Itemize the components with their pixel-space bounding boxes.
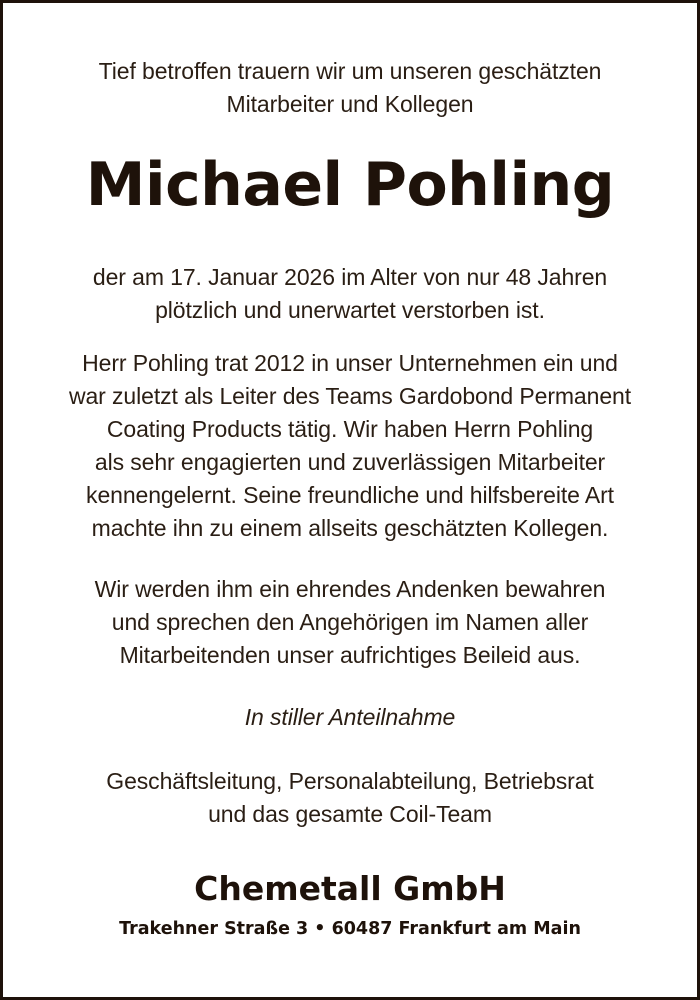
deceased-name: Michael Pohling (85, 150, 615, 220)
biography-line: kennengelernt. Seine freundliche und hilfsbereite Art (86, 482, 614, 508)
senders-line: und das gesamte Coil-Team (208, 801, 492, 827)
senders (3, 765, 697, 831)
remembrance-text (3, 573, 697, 672)
remembrance-line: Mitarbeitenden unser aufrichtiges Beileid aus. (119, 642, 581, 668)
death-info-line: plötzlich und unerwartet verstorben ist. (155, 297, 545, 323)
senders-line: Geschäftsleitung, Personalabteilung, Betriebsrat (106, 768, 594, 794)
intro-line: Mitarbeiter und Kollegen (226, 91, 474, 117)
biography (3, 347, 697, 545)
company-name: Chemetall GmbH (194, 869, 506, 908)
remembrance-line: und sprechen den Angehörigen im Namen aller (111, 609, 589, 635)
death-info-line: der am 17. Januar 2026 im Alter von nur 48 Jahren (92, 264, 608, 290)
biography-line: als sehr engagierten und zuverlässigen Mitarbeiter (94, 449, 606, 475)
biography-line: Herr Pohling trat 2012 in unser Unternehmen ein und (82, 350, 618, 376)
intro-line: Tief betroffen trauern wir um unseren geschätzten (98, 58, 602, 84)
biography-line: Coating Products tätig. Wir haben Herrn Pohling (106, 416, 594, 442)
intro-text (3, 55, 697, 121)
biography-line: war zuletzt als Leiter des Teams Gardobond Permanent (68, 383, 631, 409)
company-address: Trakehner Straße 3 • 60487 Frankfurt am Main (119, 919, 581, 939)
death-info (3, 261, 697, 327)
sympathy-text: In stiller Anteilnahme (244, 704, 456, 730)
remembrance-line: Wir werden ihm ein ehrendes Andenken bewahren (94, 576, 606, 602)
biography-line: machte ihn zu einem allseits geschätzten Kollegen. (91, 515, 609, 541)
